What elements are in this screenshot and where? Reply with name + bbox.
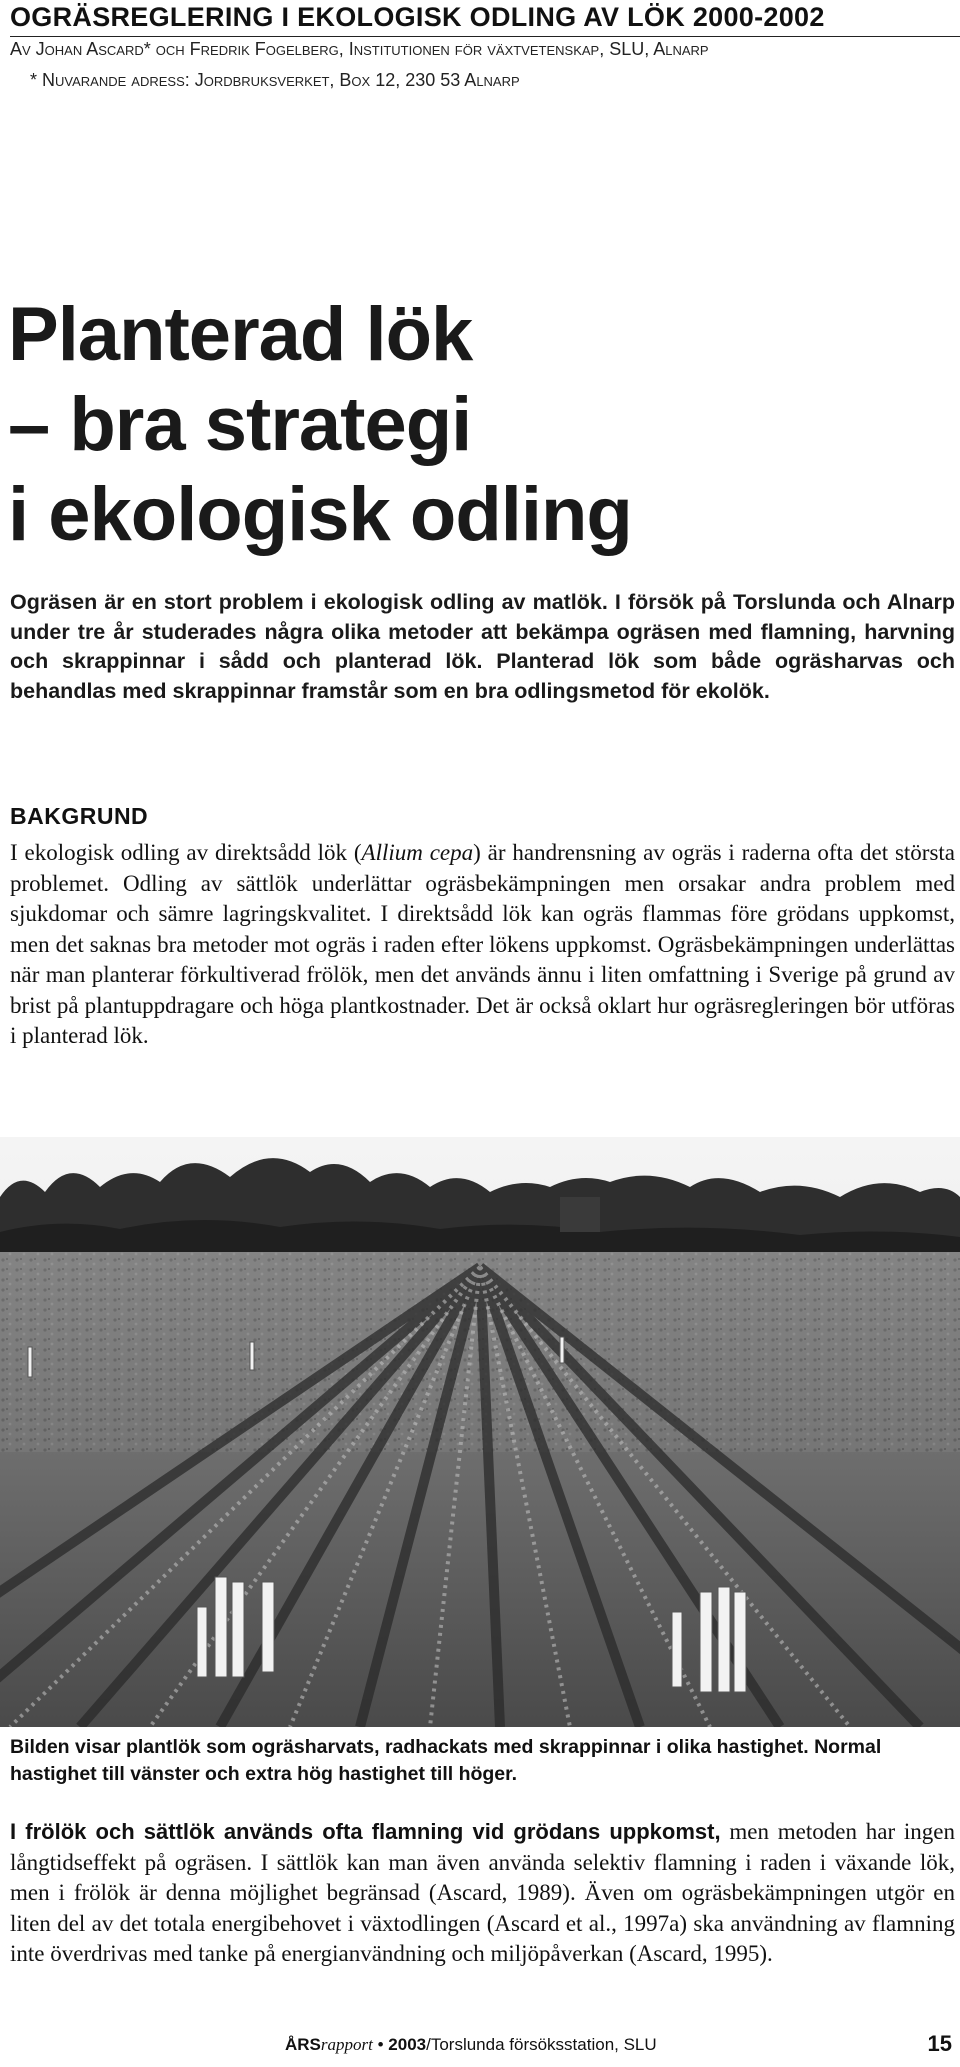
paragraph-lead: I frölök och sättlök används ofta flamning vid grödans uppkomst, [10,1819,721,1844]
header-address: * Nuvarande adress: Jordbruksverket, Box 12, 230 53 Alnarp [30,70,520,90]
footer-brand-rapport: rapport [320,2035,373,2054]
article-title-line: – bra strategi [8,382,472,467]
article-lede: Ogräsen är en stort problem i ekologisk odling av matlök. I försök på Torslunda och Alnarp under tre år studerades några olika metoder att bekämpa ogräsen med flamning, harvning och skrappinnar i sådd och planterad lök. Planterad lök som både ogräsharvas och behandlas med skrappinnar framstår som en bra odlingsmetod för ekolök. [10,590,955,703]
latin-name: Allium cepa [361,840,474,865]
page-number: 15 [927,2031,952,2056]
footer-station: /Torslunda försöksstation, SLU [426,2035,657,2054]
onion-field-photo [0,1137,960,1727]
body-text: men metoden har ingen långtidseffekt på ogräsen. I sättlök kan man även använda selektiv flamning i raden i växande lök, men i frölök är denna möjlighet begränsad (Ascard, 1989). Även om ogräsbekämpningen utgör en liten del av det totala energibehovet i växtodlingen (Ascard et al., 1997a) ska användning av flamning inte överdrivas med tanke på energianvändning och miljöpåverkan (Ascard, 1995). [10,1819,955,1966]
body-text: ) är handrensning av ogräs i raderna ofta det största problemet. Odling av sättlök underlättar ogräsbekämpningen men orsakar andra problem med sjukdomar och sämre lagringskvalitet. I direktsådd lök kan ogräs flammas före grödans uppkomst, men det saknas bra metoder mot ogräs i raden efter lökens uppkomst. Ogräsbekämpningen underlättas när man planterar förkultiverad frölök, men det används ännu i liten omfattning i Sverige på grund av brist på plantuppdragare och höga plantkostnader. Det är också oklart hur ogräsregleringen bör utföras i planterad lök. [10,840,956,1048]
body-paragraph-flaming [10,1817,955,1970]
body-paragraph-background [10,838,955,1052]
article-title [8,290,632,560]
header-divider [10,36,960,37]
header-authors: Av Johan Ascard* och Fredrik Fogelberg, Institutionen för växtvetenskap, SLU, Alnarp [10,39,709,59]
section-heading: BAKGRUND [10,803,149,829]
footer-separator: • [372,2035,389,2054]
page-footer [285,2035,657,2055]
footer-year: 2003 [388,2035,427,2054]
article-title-line: i ekologisk odling [8,472,632,557]
article-title-line: Planterad lök [8,292,473,377]
photo-caption: Bilden visar plantlök som ogräsharvats, radhackats med skrappinnar i olika hastighet. Normal hastighet till vänster och extra hög hastighet till höger. [10,1736,882,1785]
header-title: OGRÄSREGLERING I EKOLOGISK ODLING AV LÖK 2000-2002 [10,2,825,32]
footer-brand-ars: ÅRS [285,2035,321,2054]
body-text: I ekologisk odling av direktsådd lök ( [10,840,362,865]
